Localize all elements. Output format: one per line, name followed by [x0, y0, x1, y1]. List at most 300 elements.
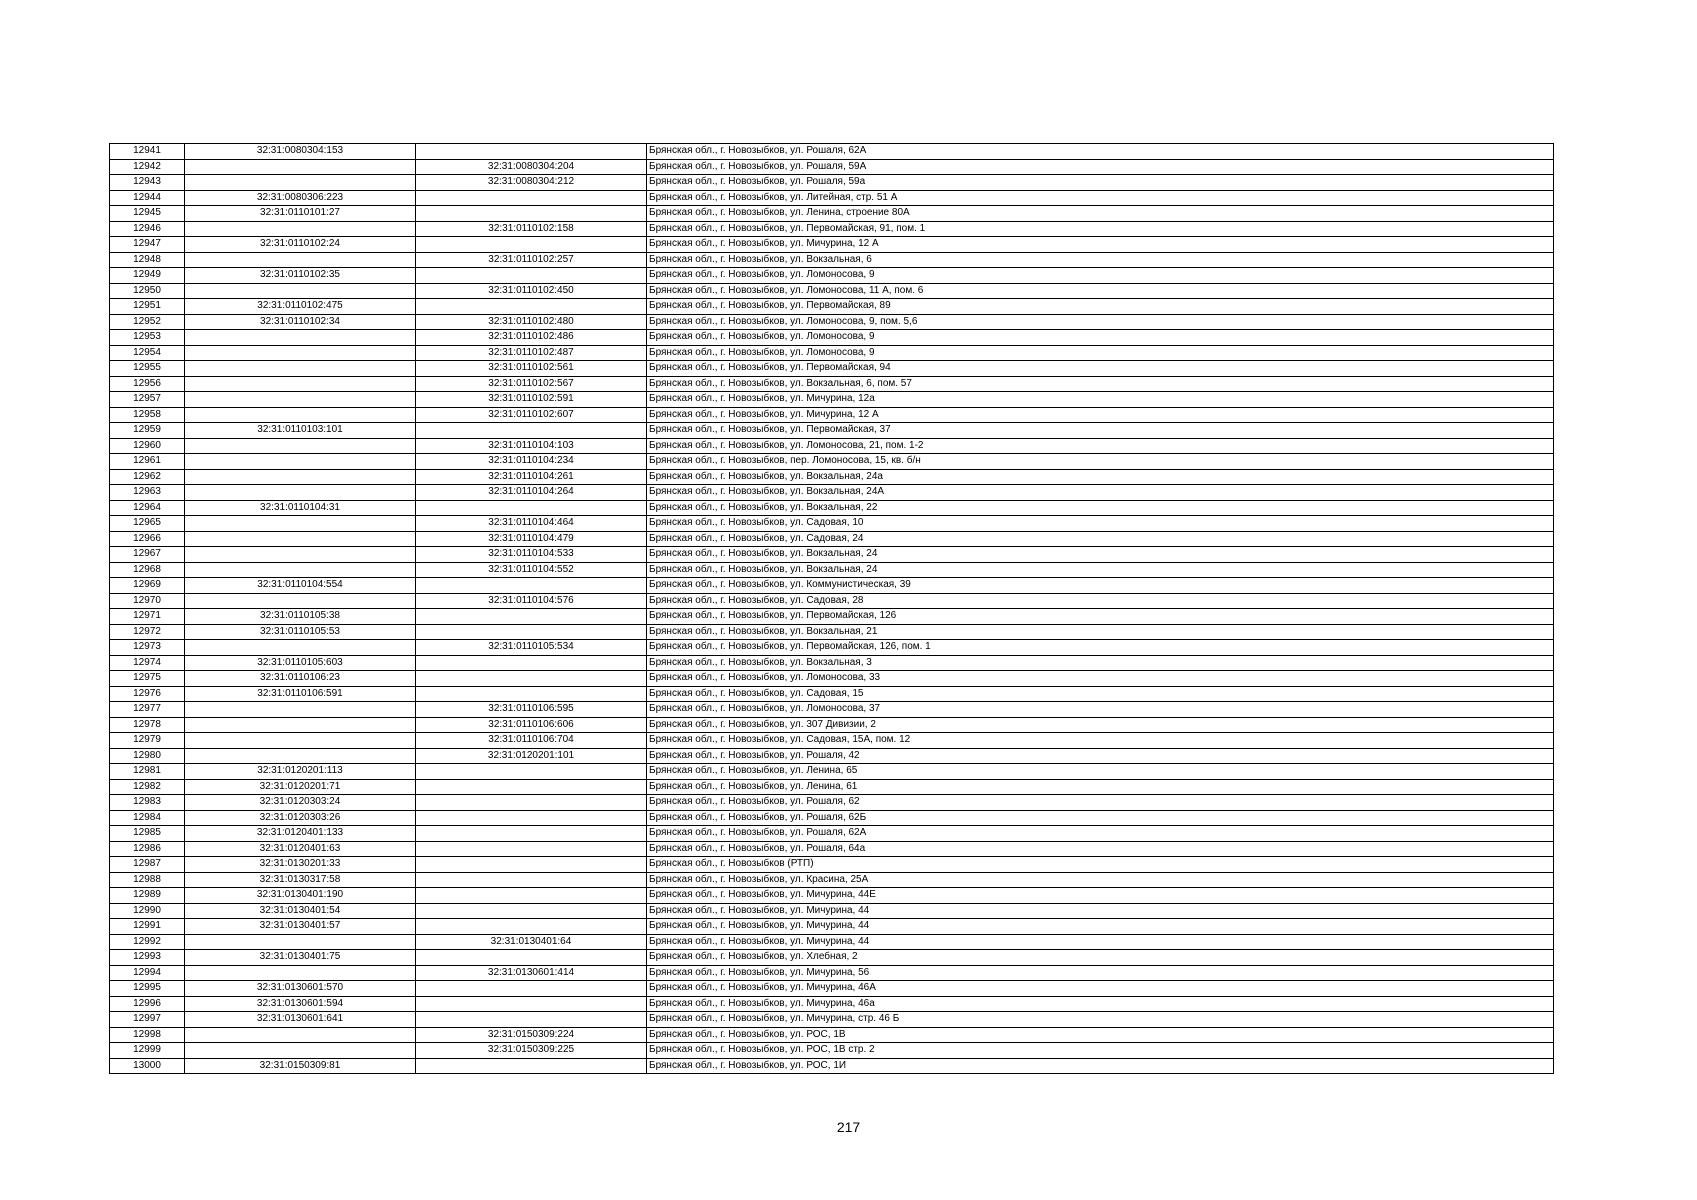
cadastral-number-cell: 32:31:0110102:475 [185, 299, 416, 315]
cadastral-number-cell [185, 376, 416, 392]
address-cell: Брянская обл., г. Новозыбков, ул. Ломоносова, 21, пом. 1-2 [647, 438, 1554, 454]
address-cell: Брянская обл., г. Новозыбков, ул. Первомайская, 94 [647, 361, 1554, 377]
cadastral-number-secondary-cell: 32:31:0080304:204 [416, 159, 647, 175]
table-row [110, 469, 1554, 485]
row-number-cell: 12953 [110, 330, 185, 346]
row-number-cell: 12996 [110, 996, 185, 1012]
row-number-cell: 12954 [110, 345, 185, 361]
address-cell: Брянская обл., г. Новозыбков, ул. Мичурина, 44 [647, 919, 1554, 935]
cadastral-number-cell: 32:31:0110101:27 [185, 206, 416, 222]
row-number-cell: 12993 [110, 950, 185, 966]
table-row [110, 283, 1554, 299]
cadastral-number-cell [185, 547, 416, 563]
table-row [110, 345, 1554, 361]
cadastral-number-cell [185, 593, 416, 609]
cadastral-number-secondary-cell: 32:31:0110102:561 [416, 361, 647, 377]
table-row [110, 237, 1554, 253]
table-row [110, 950, 1554, 966]
cadastral-number-secondary-cell: 32:31:0110106:704 [416, 733, 647, 749]
address-cell: Брянская обл., г. Новозыбков, ул. Мичурина, 44 [647, 903, 1554, 919]
cadastral-number-secondary-cell [416, 903, 647, 919]
row-number-cell: 12968 [110, 562, 185, 578]
cadastral-number-secondary-cell: 32:31:0110106:595 [416, 702, 647, 718]
table-row [110, 252, 1554, 268]
cadastral-number-cell: 32:31:0130317:58 [185, 872, 416, 888]
table-row [110, 903, 1554, 919]
cadastral-number-secondary-cell: 32:31:0150309:224 [416, 1027, 647, 1043]
cadastral-number-secondary-cell: 32:31:0110104:261 [416, 469, 647, 485]
row-number-cell: 12979 [110, 733, 185, 749]
table-row [110, 717, 1554, 733]
cadastral-number-cell: 32:31:0130401:57 [185, 919, 416, 935]
row-number-cell: 12972 [110, 624, 185, 640]
table-row [110, 454, 1554, 470]
table-row [110, 299, 1554, 315]
address-cell: Брянская обл., г. Новозыбков, пер. Ломоносова, 15, кв. б/н [647, 454, 1554, 470]
cadastral-number-secondary-cell [416, 609, 647, 625]
cadastral-number-secondary-cell: 32:31:0110104:576 [416, 593, 647, 609]
address-cell: Брянская обл., г. Новозыбков, ул. РОС, 1В стр. 2 [647, 1043, 1554, 1059]
cadastral-number-cell [185, 516, 416, 532]
cadastral-number-secondary-cell: 32:31:0110102:257 [416, 252, 647, 268]
row-number-cell: 12973 [110, 640, 185, 656]
cadastral-number-cell [185, 221, 416, 237]
cadastral-number-secondary-cell: 32:31:0110104:103 [416, 438, 647, 454]
row-number-cell: 13000 [110, 1058, 185, 1074]
table-row [110, 919, 1554, 935]
row-number-cell: 12951 [110, 299, 185, 315]
row-number-cell: 12949 [110, 268, 185, 284]
address-cell: Брянская обл., г. Новозыбков, ул. Мичурина, 44Е [647, 888, 1554, 904]
table-row [110, 593, 1554, 609]
cadastral-number-cell [185, 748, 416, 764]
table-row [110, 702, 1554, 718]
cadastral-number-cell [185, 283, 416, 299]
row-number-cell: 12991 [110, 919, 185, 935]
row-number-cell: 12977 [110, 702, 185, 718]
address-cell: Брянская обл., г. Новозыбков, ул. Мичурина, 46А [647, 981, 1554, 997]
cadastral-number-secondary-cell: 32:31:0110102:158 [416, 221, 647, 237]
table-row [110, 578, 1554, 594]
row-number-cell: 12975 [110, 671, 185, 687]
table-row [110, 407, 1554, 423]
row-number-cell: 12987 [110, 857, 185, 873]
cadastral-number-secondary-cell [416, 857, 647, 873]
address-cell: Брянская обл., г. Новозыбков, ул. Мичурина, 56 [647, 965, 1554, 981]
cadastral-number-cell [185, 392, 416, 408]
table-row [110, 268, 1554, 284]
row-number-cell: 12997 [110, 1012, 185, 1028]
cadastral-number-cell: 32:31:0130601:641 [185, 1012, 416, 1028]
row-number-cell: 12950 [110, 283, 185, 299]
cadastral-number-secondary-cell [416, 888, 647, 904]
address-cell: Брянская обл., г. Новозыбков, ул. РОС, 1В [647, 1027, 1554, 1043]
table-row [110, 516, 1554, 532]
cadastral-number-secondary-cell: 32:31:0110104:533 [416, 547, 647, 563]
cadastral-number-secondary-cell [416, 779, 647, 795]
row-number-cell: 12966 [110, 531, 185, 547]
cadastral-number-cell: 32:31:0130401:75 [185, 950, 416, 966]
table-row [110, 159, 1554, 175]
cadastral-number-cell [185, 454, 416, 470]
table-row [110, 733, 1554, 749]
cadastral-number-cell: 32:31:0110102:35 [185, 268, 416, 284]
cadastral-number-cell [185, 965, 416, 981]
row-number-cell: 12962 [110, 469, 185, 485]
row-number-cell: 12998 [110, 1027, 185, 1043]
address-cell: Брянская обл., г. Новозыбков, ул. Мичурина, 12 А [647, 407, 1554, 423]
table-row [110, 795, 1554, 811]
registry-table-body [110, 144, 1554, 1074]
cadastral-number-cell: 32:31:0120201:71 [185, 779, 416, 795]
cadastral-number-cell: 32:31:0130601:594 [185, 996, 416, 1012]
table-row [110, 996, 1554, 1012]
table-row [110, 376, 1554, 392]
cadastral-number-cell: 32:31:0130201:33 [185, 857, 416, 873]
address-cell: Брянская обл., г. Новозыбков, ул. Первомайская, 37 [647, 423, 1554, 439]
row-number-cell: 12957 [110, 392, 185, 408]
cadastral-number-secondary-cell [416, 578, 647, 594]
address-cell: Брянская обл., г. Новозыбков, ул. Вокзальная, 6 [647, 252, 1554, 268]
cadastral-number-cell [185, 345, 416, 361]
row-number-cell: 12943 [110, 175, 185, 191]
cadastral-number-secondary-cell [416, 810, 647, 826]
cadastral-number-secondary-cell: 32:31:0110102:591 [416, 392, 647, 408]
table-row [110, 857, 1554, 873]
address-cell: Брянская обл., г. Новозыбков, ул. Мичурина, 46а [647, 996, 1554, 1012]
address-cell: Брянская обл., г. Новозыбков, ул. Рошаля, 62А [647, 826, 1554, 842]
address-cell: Брянская обл., г. Новозыбков, ул. Вокзальная, 24А [647, 485, 1554, 501]
row-number-cell: 12956 [110, 376, 185, 392]
row-number-cell: 12964 [110, 500, 185, 516]
cadastral-number-cell: 32:31:0080306:223 [185, 190, 416, 206]
cadastral-number-secondary-cell: 32:31:0110102:487 [416, 345, 647, 361]
table-row [110, 981, 1554, 997]
row-number-cell: 12948 [110, 252, 185, 268]
row-number-cell: 12971 [110, 609, 185, 625]
cadastral-number-secondary-cell [416, 423, 647, 439]
row-number-cell: 12999 [110, 1043, 185, 1059]
table-row [110, 1043, 1554, 1059]
address-cell: Брянская обл., г. Новозыбков, ул. Вокзальная, 6, пом. 57 [647, 376, 1554, 392]
cadastral-number-cell: 32:31:0110102:24 [185, 237, 416, 253]
row-number-cell: 12984 [110, 810, 185, 826]
row-number-cell: 12976 [110, 686, 185, 702]
cadastral-number-cell: 32:31:0130401:190 [185, 888, 416, 904]
row-number-cell: 12959 [110, 423, 185, 439]
cadastral-number-secondary-cell [416, 190, 647, 206]
table-row [110, 934, 1554, 950]
address-cell: Брянская обл., г. Новозыбков, ул. Коммунистическая, 39 [647, 578, 1554, 594]
cadastral-number-cell: 32:31:0110105:603 [185, 655, 416, 671]
cadastral-number-cell: 32:31:0080304:153 [185, 144, 416, 160]
table-row [110, 810, 1554, 826]
table-row [110, 438, 1554, 454]
address-cell: Брянская обл., г. Новозыбков, ул. Ломоносова, 33 [647, 671, 1554, 687]
cadastral-number-secondary-cell [416, 841, 647, 857]
row-number-cell: 12965 [110, 516, 185, 532]
address-cell: Брянская обл., г. Новозыбков, ул. Мичурина, 12 А [647, 237, 1554, 253]
row-number-cell: 12969 [110, 578, 185, 594]
cadastral-number-cell [185, 159, 416, 175]
table-row [110, 221, 1554, 237]
table-row [110, 640, 1554, 656]
address-cell: Брянская обл., г. Новозыбков, ул. Первомайская, 91, пом. 1 [647, 221, 1554, 237]
cadastral-number-cell [185, 485, 416, 501]
table-row [110, 562, 1554, 578]
address-cell: Брянская обл., г. Новозыбков, ул. Мичурина, стр. 46 Б [647, 1012, 1554, 1028]
cadastral-number-secondary-cell: 32:31:0110102:607 [416, 407, 647, 423]
cadastral-number-secondary-cell [416, 996, 647, 1012]
page-number: 217 [836, 1119, 861, 1135]
address-cell: Брянская обл., г. Новозыбков, ул. Рошаля, 62Б [647, 810, 1554, 826]
address-cell: Брянская обл., г. Новозыбков, ул. Ломоносова, 37 [647, 702, 1554, 718]
cadastral-number-secondary-cell: 32:31:0110102:567 [416, 376, 647, 392]
row-number-cell: 12963 [110, 485, 185, 501]
cadastral-number-secondary-cell [416, 299, 647, 315]
address-cell: Брянская обл., г. Новозыбков, ул. Рошаля, 62 [647, 795, 1554, 811]
address-cell: Брянская обл., г. Новозыбков, ул. Садовая, 15А, пом. 12 [647, 733, 1554, 749]
cadastral-number-cell [185, 1043, 416, 1059]
cadastral-number-secondary-cell [416, 268, 647, 284]
address-cell: Брянская обл., г. Новозыбков, ул. Ломоносова, 9 [647, 345, 1554, 361]
cadastral-number-cell [185, 361, 416, 377]
row-number-cell: 12970 [110, 593, 185, 609]
cadastral-number-cell [185, 438, 416, 454]
row-number-cell: 12961 [110, 454, 185, 470]
row-number-cell: 12960 [110, 438, 185, 454]
address-cell: Брянская обл., г. Новозыбков, ул. Ломоносова, 9 [647, 268, 1554, 284]
cadastral-number-secondary-cell [416, 1012, 647, 1028]
table-row [110, 655, 1554, 671]
table-row [110, 206, 1554, 222]
row-number-cell: 12978 [110, 717, 185, 733]
table-row [110, 190, 1554, 206]
cadastral-number-cell [185, 330, 416, 346]
cadastral-number-secondary-cell: 32:31:0110104:234 [416, 454, 647, 470]
address-cell: Брянская обл., г. Новозыбков, ул. Садовая, 15 [647, 686, 1554, 702]
cadastral-number-secondary-cell: 32:31:0130601:414 [416, 965, 647, 981]
cadastral-number-secondary-cell: 32:31:0110105:534 [416, 640, 647, 656]
address-cell: Брянская обл., г. Новозыбков, ул. Литейная, стр. 51 А [647, 190, 1554, 206]
cadastral-number-secondary-cell [416, 237, 647, 253]
cadastral-number-cell: 32:31:0110105:53 [185, 624, 416, 640]
cadastral-number-secondary-cell: 32:31:0110104:552 [416, 562, 647, 578]
cadastral-number-secondary-cell: 32:31:0110104:264 [416, 485, 647, 501]
cadastral-number-cell: 32:31:0110106:591 [185, 686, 416, 702]
cadastral-number-cell: 32:31:0120303:26 [185, 810, 416, 826]
row-number-cell: 12995 [110, 981, 185, 997]
address-cell: Брянская обл., г. Новозыбков, ул. Вокзальная, 21 [647, 624, 1554, 640]
table-row [110, 361, 1554, 377]
cadastral-number-cell: 32:31:0120401:63 [185, 841, 416, 857]
cadastral-number-cell: 32:31:0110105:38 [185, 609, 416, 625]
address-cell: Брянская обл., г. Новозыбков, ул. Вокзальная, 24а [647, 469, 1554, 485]
row-number-cell: 12974 [110, 655, 185, 671]
row-number-cell: 12992 [110, 934, 185, 950]
cadastral-number-secondary-cell: 32:31:0110102:480 [416, 314, 647, 330]
address-cell: Брянская обл., г. Новозыбков, ул. Рошаля, 62А [647, 144, 1554, 160]
cadastral-number-secondary-cell: 32:31:0120201:101 [416, 748, 647, 764]
cadastral-number-secondary-cell [416, 655, 647, 671]
address-cell: Брянская обл., г. Новозыбков, ул. Садовая, 24 [647, 531, 1554, 547]
address-cell: Брянская обл., г. Новозыбков, ул. Хлебная, 2 [647, 950, 1554, 966]
row-number-cell: 12983 [110, 795, 185, 811]
address-cell: Брянская обл., г. Новозыбков, ул. Мичурина, 44 [647, 934, 1554, 950]
row-number-cell: 12941 [110, 144, 185, 160]
address-cell: Брянская обл., г. Новозыбков, ул. 307 Дивизии, 2 [647, 717, 1554, 733]
table-row [110, 779, 1554, 795]
table-row [110, 965, 1554, 981]
address-cell: Брянская обл., г. Новозыбков, ул. Рошаля, 59а [647, 175, 1554, 191]
address-cell: Брянская обл., г. Новозыбков, ул. Ломоносова, 9, пом. 5,6 [647, 314, 1554, 330]
row-number-cell: 12980 [110, 748, 185, 764]
cadastral-number-cell [185, 407, 416, 423]
cadastral-number-secondary-cell [416, 500, 647, 516]
address-cell: Брянская обл., г. Новозыбков, ул. Красина, 25А [647, 872, 1554, 888]
cadastral-number-cell: 32:31:0110103:101 [185, 423, 416, 439]
table-row [110, 609, 1554, 625]
cadastral-number-cell: 32:31:0120401:133 [185, 826, 416, 842]
row-number-cell: 12989 [110, 888, 185, 904]
cadastral-number-cell [185, 640, 416, 656]
registry-table [109, 143, 1554, 1074]
address-cell: Брянская обл., г. Новозыбков, ул. Вокзальная, 24 [647, 562, 1554, 578]
cadastral-number-cell [185, 175, 416, 191]
cadastral-number-secondary-cell: 32:31:0110104:464 [416, 516, 647, 532]
table-row [110, 144, 1554, 160]
table-row [110, 624, 1554, 640]
address-cell: Брянская обл., г. Новозыбков, ул. Первомайская, 89 [647, 299, 1554, 315]
cadastral-number-cell: 32:31:0130401:54 [185, 903, 416, 919]
row-number-cell: 12945 [110, 206, 185, 222]
table-row [110, 748, 1554, 764]
cadastral-number-cell [185, 717, 416, 733]
row-number-cell: 12982 [110, 779, 185, 795]
cadastral-number-secondary-cell [416, 795, 647, 811]
table-row [110, 314, 1554, 330]
cadastral-number-secondary-cell [416, 686, 647, 702]
cadastral-number-cell: 32:31:0120303:24 [185, 795, 416, 811]
address-cell: Брянская обл., г. Новозыбков, ул. Вокзальная, 24 [647, 547, 1554, 563]
cadastral-number-secondary-cell [416, 206, 647, 222]
address-cell: Брянская обл., г. Новозыбков, ул. Рошаля, 42 [647, 748, 1554, 764]
cadastral-number-cell: 32:31:0150309:81 [185, 1058, 416, 1074]
address-cell: Брянская обл., г. Новозыбков, ул. Первомайская, 126 [647, 609, 1554, 625]
cadastral-number-cell [185, 252, 416, 268]
cadastral-number-secondary-cell [416, 624, 647, 640]
table-row [110, 841, 1554, 857]
address-cell: Брянская обл., г. Новозыбков, ул. Первомайская, 126, пом. 1 [647, 640, 1554, 656]
cadastral-number-secondary-cell: 32:31:0110102:486 [416, 330, 647, 346]
row-number-cell: 12958 [110, 407, 185, 423]
row-number-cell: 12985 [110, 826, 185, 842]
row-number-cell: 12986 [110, 841, 185, 857]
table-row [110, 500, 1554, 516]
address-cell: Брянская обл., г. Новозыбков, ул. Рошаля, 64а [647, 841, 1554, 857]
table-row [110, 872, 1554, 888]
cadastral-number-secondary-cell: 32:31:0130401:64 [416, 934, 647, 950]
address-cell: Брянская обл., г. Новозыбков, ул. Садовая, 10 [647, 516, 1554, 532]
table-row [110, 1027, 1554, 1043]
row-number-cell: 12994 [110, 965, 185, 981]
cadastral-number-secondary-cell [416, 981, 647, 997]
cadastral-number-secondary-cell: 32:31:0110104:479 [416, 531, 647, 547]
cadastral-number-cell: 32:31:0130601:570 [185, 981, 416, 997]
cadastral-number-cell: 32:31:0120201:113 [185, 764, 416, 780]
row-number-cell: 12955 [110, 361, 185, 377]
address-cell: Брянская обл., г. Новозыбков, ул. Ленина, 61 [647, 779, 1554, 795]
address-cell: Брянская обл., г. Новозыбков, ул. Ломоносова, 9 [647, 330, 1554, 346]
table-row [110, 686, 1554, 702]
row-number-cell: 12981 [110, 764, 185, 780]
cadastral-number-cell [185, 702, 416, 718]
table-row [110, 392, 1554, 408]
row-number-cell: 12947 [110, 237, 185, 253]
address-cell: Брянская обл., г. Новозыбков, ул. Рошаля, 59А [647, 159, 1554, 175]
cadastral-number-secondary-cell: 32:31:0150309:225 [416, 1043, 647, 1059]
row-number-cell: 12952 [110, 314, 185, 330]
cadastral-number-secondary-cell: 32:31:0110102:450 [416, 283, 647, 299]
cadastral-number-cell [185, 469, 416, 485]
table-row [110, 330, 1554, 346]
table-row [110, 826, 1554, 842]
address-cell: Брянская обл., г. Новозыбков, ул. Ленина, строение 80А [647, 206, 1554, 222]
cadastral-number-cell: 32:31:0110106:23 [185, 671, 416, 687]
cadastral-number-cell [185, 733, 416, 749]
cadastral-number-cell [185, 1027, 416, 1043]
address-cell: Брянская обл., г. Новозыбков (РТП) [647, 857, 1554, 873]
address-cell: Брянская обл., г. Новозыбков, ул. Садовая, 28 [647, 593, 1554, 609]
table-row [110, 1058, 1554, 1074]
cadastral-number-cell [185, 934, 416, 950]
cadastral-number-secondary-cell [416, 872, 647, 888]
row-number-cell: 12946 [110, 221, 185, 237]
cadastral-number-secondary-cell [416, 144, 647, 160]
row-number-cell: 12990 [110, 903, 185, 919]
row-number-cell: 12988 [110, 872, 185, 888]
table-row [110, 671, 1554, 687]
address-cell: Брянская обл., г. Новозыбков, ул. Мичурина, 12а [647, 392, 1554, 408]
cadastral-number-secondary-cell [416, 950, 647, 966]
row-number-cell: 12942 [110, 159, 185, 175]
cadastral-number-secondary-cell: 32:31:0080304:212 [416, 175, 647, 191]
table-row [110, 423, 1554, 439]
cadastral-number-cell [185, 531, 416, 547]
table-row [110, 175, 1554, 191]
cadastral-number-secondary-cell: 32:31:0110106:606 [416, 717, 647, 733]
table-row [110, 485, 1554, 501]
cadastral-number-cell [185, 562, 416, 578]
cadastral-number-secondary-cell [416, 826, 647, 842]
table-row [110, 1012, 1554, 1028]
cadastral-number-secondary-cell [416, 919, 647, 935]
cadastral-number-secondary-cell [416, 1058, 647, 1074]
cadastral-number-cell: 32:31:0110104:554 [185, 578, 416, 594]
row-number-cell: 12944 [110, 190, 185, 206]
table-row [110, 888, 1554, 904]
cadastral-number-cell: 32:31:0110104:31 [185, 500, 416, 516]
address-cell: Брянская обл., г. Новозыбков, ул. РОС, 1И [647, 1058, 1554, 1074]
table-row [110, 547, 1554, 563]
address-cell: Брянская обл., г. Новозыбков, ул. Вокзальная, 3 [647, 655, 1554, 671]
cadastral-number-secondary-cell [416, 764, 647, 780]
address-cell: Брянская обл., г. Новозыбков, ул. Ленина, 65 [647, 764, 1554, 780]
table-row [110, 764, 1554, 780]
cadastral-number-cell: 32:31:0110102:34 [185, 314, 416, 330]
row-number-cell: 12967 [110, 547, 185, 563]
address-cell: Брянская обл., г. Новозыбков, ул. Вокзальная, 22 [647, 500, 1554, 516]
